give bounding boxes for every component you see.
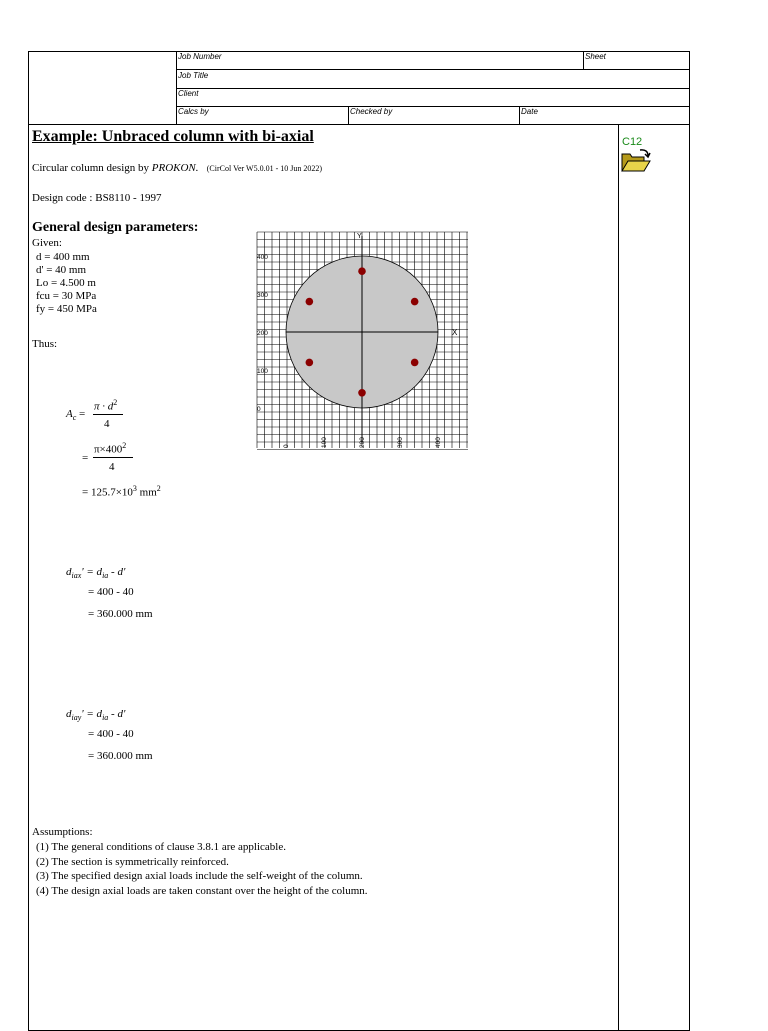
diax-line-2: = 400 - 40: [88, 586, 134, 598]
param-list: [36, 251, 97, 316]
y-tick-label: 0: [257, 406, 261, 413]
x-tick-label: 0: [283, 444, 290, 448]
diay-rhs-tail: - d': [108, 708, 126, 720]
param-fy: fy = 450 MPa: [36, 303, 97, 315]
diax-var: d: [66, 566, 72, 578]
param-d: d = 400 mm: [36, 251, 90, 263]
diax-line-3: = 360.000 mm: [88, 608, 153, 620]
job-number-label: Job Number: [178, 52, 222, 61]
calcs-by-label: Calcs by: [178, 107, 209, 116]
rebar: [411, 298, 419, 306]
ac-var: A: [66, 408, 73, 420]
y-tick-label: 200: [257, 330, 268, 337]
diax-sub: iax: [71, 571, 82, 581]
assumption-item: (3) The specified design axial loads include the self-weight of the column.: [36, 870, 363, 882]
diay-var: d: [66, 708, 72, 720]
ac-result-exp: 3: [132, 484, 137, 493]
rebar: [411, 359, 419, 367]
ac-result-unit-exp: 2: [156, 484, 161, 493]
header-rule-2: [176, 88, 690, 89]
given-label: Given:: [32, 237, 62, 249]
param-d-prime: d' = 40 mm: [36, 264, 87, 276]
date-label: Date: [521, 107, 538, 116]
diay-rhs-sub: ia: [102, 713, 109, 723]
ac-num1: π · d: [94, 400, 114, 413]
assumption-item: (1) The general conditions of clause 3.8.1 are applicable.: [36, 841, 286, 853]
assumptions-list: [36, 840, 368, 898]
diax-rhs-tail: - d': [108, 566, 126, 578]
design-code: Design code : BS8110 - 1997: [32, 192, 162, 204]
diay-eq: ' = d: [81, 708, 103, 720]
rebar: [306, 359, 314, 367]
ac-denominator-2: 4: [109, 461, 115, 473]
x-tick-label: 400: [435, 437, 442, 448]
y-tick-label: 300: [257, 292, 268, 299]
intro-brand: PROKON.: [151, 162, 199, 174]
param-fcu: fcu = 30 MPa: [36, 290, 97, 302]
job-title-label: Job Title: [178, 71, 209, 80]
intro-prefix: Circular column design by: [32, 162, 152, 174]
ac-result: [82, 484, 161, 499]
param-lo: Lo = 4.500 m: [36, 277, 96, 289]
client-label: Client: [178, 89, 199, 98]
sheet-label: Sheet: [585, 52, 606, 61]
diax-lhs: [66, 566, 125, 580]
ac-lhs: [66, 408, 85, 422]
x-tick-label: 200: [359, 437, 366, 448]
ac-fraction-bar-2: [93, 457, 133, 458]
header-rule-1: [176, 69, 690, 70]
x-tick-label: 300: [397, 437, 404, 448]
diax-rhs-sub: ia: [102, 571, 109, 581]
page-title: Example: Unbraced column with bi-axial: [32, 128, 314, 145]
ac-numerator-1: [94, 398, 117, 413]
intro-version: (CirCol Ver W5.0.01 - 10 Jun 2022): [206, 164, 323, 173]
ac-denominator-1: 4: [104, 418, 110, 430]
rebar: [358, 267, 366, 275]
ac-equals-2: =: [82, 452, 89, 464]
y-axis-label: Y: [357, 233, 362, 240]
open-folder-icon[interactable]: [620, 148, 652, 174]
assumption-item: (2) The section is symmetrically reinforced.: [36, 855, 229, 868]
ac-result-base: = 125.7×10: [82, 486, 133, 499]
ac-num2: π×400: [94, 443, 123, 456]
ac-numerator-2: [94, 441, 126, 456]
ac-num1-sup: 2: [113, 398, 118, 407]
thus-label: Thus:: [32, 338, 58, 350]
header-rule-3: [176, 106, 690, 107]
checked-by-label: Checked by: [350, 107, 393, 116]
y-tick-label: 400: [257, 254, 268, 261]
general-heading: General design parameters:: [32, 220, 199, 235]
column-section-plot: [255, 230, 470, 450]
rebar: [358, 389, 366, 397]
assumptions-label: Assumptions:: [32, 826, 93, 838]
header-rule-bottom: [28, 124, 690, 125]
margin-divider: [618, 124, 619, 1031]
ac-fraction-bar-1: [93, 414, 123, 415]
diay-line-3: = 360.000 mm: [88, 750, 153, 762]
diax-eq: ' = d: [81, 566, 103, 578]
side-tag: C12: [622, 136, 643, 148]
ac-result-unit: mm: [136, 486, 157, 499]
checked-divider: [519, 106, 520, 124]
diay-sub: iay: [71, 713, 82, 723]
x-tick-label: 100: [321, 437, 328, 448]
assumption-item: (4) The design axial loads are taken constant over the height of the column.: [36, 884, 368, 897]
y-tick-label: 100: [257, 368, 268, 375]
ac-equals: =: [76, 408, 86, 420]
ac-num2-sup: 2: [122, 441, 127, 450]
rebar: [306, 298, 314, 306]
calcs-divider: [348, 106, 349, 124]
intro-line: [32, 162, 322, 175]
diay-line-2: = 400 - 40: [88, 728, 134, 740]
diay-lhs: [66, 708, 125, 722]
ac-sub: c: [72, 413, 77, 423]
sheet-divider: [583, 51, 584, 69]
x-axis-label: X: [452, 328, 458, 337]
